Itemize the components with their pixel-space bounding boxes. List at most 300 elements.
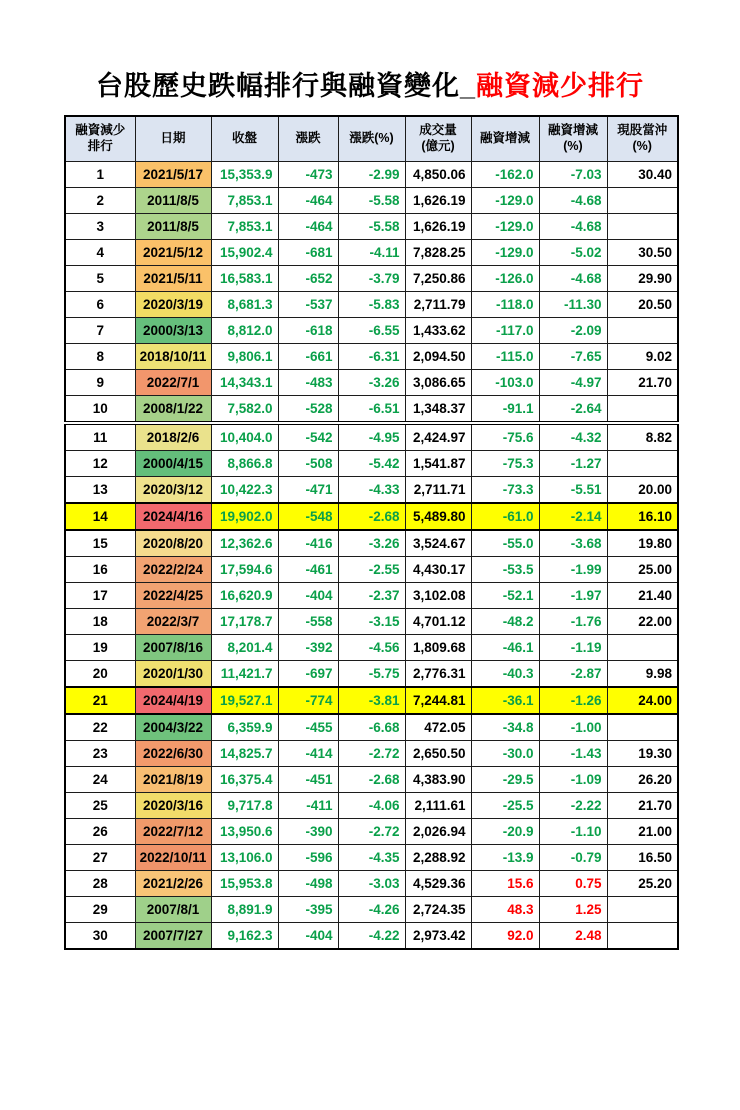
table-row [65,635,678,661]
change-cell: -537 [278,292,338,318]
table-row [65,423,678,451]
change-pct-cell: -5.58 [338,214,405,240]
close-cell: 15,353.9 [211,162,278,188]
date-cell: 2004/3/22 [135,714,211,741]
daytrade-cell: 19.30 [607,741,678,767]
date-cell: 2022/3/7 [135,609,211,635]
page-title-accent: 融資減少排行 [476,71,644,101]
change-cell: -455 [278,714,338,741]
table-row [65,530,678,557]
margin-change-pct-cell: -1.97 [539,583,607,609]
daytrade-cell: 9.98 [607,661,678,688]
margin-change-cell: -40.3 [471,661,539,688]
change-pct-cell: -4.06 [338,793,405,819]
change-cell: -404 [278,923,338,950]
daytrade-cell [607,214,678,240]
change-cell: -774 [278,687,338,714]
change-cell: -416 [278,530,338,557]
change-pct-cell: -2.68 [338,767,405,793]
close-cell: 8,866.8 [211,451,278,477]
change-cell: -681 [278,240,338,266]
change-cell: -392 [278,635,338,661]
margin-change-pct-cell: -4.68 [539,214,607,240]
daytrade-cell [607,635,678,661]
date-cell: 2024/4/16 [135,503,211,530]
change-cell: -471 [278,477,338,504]
close-cell: 17,594.6 [211,557,278,583]
margin-change-pct-cell: -4.32 [539,423,607,451]
rank-cell: 15 [65,530,135,557]
daytrade-cell: 9.02 [607,344,678,370]
date-cell: 2020/3/12 [135,477,211,504]
rank-cell: 1 [65,162,135,188]
margin-change-pct-cell: 0.75 [539,871,607,897]
change-pct-cell: -4.56 [338,635,405,661]
volume-cell: 2,111.61 [405,793,471,819]
margin-change-cell: -126.0 [471,266,539,292]
date-cell: 2008/1/22 [135,396,211,424]
rank-cell: 17 [65,583,135,609]
rank-cell: 10 [65,396,135,424]
margin-change-cell: -129.0 [471,188,539,214]
close-cell: 10,422.3 [211,477,278,504]
margin-change-cell: -20.9 [471,819,539,845]
table-row [65,240,678,266]
change-pct-cell: -3.81 [338,687,405,714]
close-cell: 6,359.9 [211,714,278,741]
daytrade-cell: 21.70 [607,793,678,819]
change-cell: -548 [278,503,338,530]
table-row [65,451,678,477]
date-cell: 2024/4/19 [135,687,211,714]
date-cell: 2021/5/12 [135,240,211,266]
margin-change-cell: -118.0 [471,292,539,318]
header-row [65,116,678,162]
col-header-margin-change-pct: 融資增減 (%) [539,116,607,162]
date-cell: 2021/2/26 [135,871,211,897]
margin-change-pct-cell: -2.09 [539,318,607,344]
close-cell: 13,106.0 [211,845,278,871]
margin-change-pct-cell: -0.79 [539,845,607,871]
date-cell: 2018/2/6 [135,423,211,451]
margin-change-pct-cell: -2.64 [539,396,607,424]
change-pct-cell: -6.31 [338,344,405,370]
margin-change-pct-cell: -5.02 [539,240,607,266]
margin-change-pct-cell: 1.25 [539,897,607,923]
margin-change-pct-cell: -1.27 [539,451,607,477]
table-row [65,503,678,530]
change-cell: -464 [278,214,338,240]
close-cell: 8,891.9 [211,897,278,923]
change-cell: -661 [278,344,338,370]
change-cell: -411 [278,793,338,819]
rank-cell: 4 [65,240,135,266]
margin-change-cell: -162.0 [471,162,539,188]
volume-cell: 1,541.87 [405,451,471,477]
change-cell: -390 [278,819,338,845]
change-pct-cell: -4.11 [338,240,405,266]
close-cell: 17,178.7 [211,609,278,635]
margin-change-pct-cell: -1.43 [539,741,607,767]
change-pct-cell: -6.51 [338,396,405,424]
margin-change-pct-cell: -4.97 [539,370,607,396]
margin-change-cell: -75.6 [471,423,539,451]
margin-change-cell: -75.3 [471,451,539,477]
date-cell: 2022/4/25 [135,583,211,609]
close-cell: 19,902.0 [211,503,278,530]
date-cell: 2022/6/30 [135,741,211,767]
margin-change-cell: -129.0 [471,240,539,266]
col-header-daytrade-pct: 現股當沖 (%) [607,116,678,162]
margin-change-pct-cell: -3.68 [539,530,607,557]
rank-cell: 6 [65,292,135,318]
margin-change-pct-cell: -1.26 [539,687,607,714]
daytrade-cell [607,923,678,950]
volume-cell: 1,809.68 [405,635,471,661]
table-row [65,714,678,741]
volume-cell: 2,026.94 [405,819,471,845]
table-row [65,370,678,396]
date-cell: 2020/3/16 [135,793,211,819]
page-title-main: 台股歷史跌幅排行與融資變化_ [95,71,476,101]
close-cell: 16,583.1 [211,266,278,292]
date-cell: 2000/4/15 [135,451,211,477]
change-cell: -404 [278,583,338,609]
rank-cell: 19 [65,635,135,661]
close-cell: 13,950.6 [211,819,278,845]
close-cell: 7,853.1 [211,188,278,214]
change-cell: -558 [278,609,338,635]
margin-change-cell: 48.3 [471,897,539,923]
daytrade-cell: 26.20 [607,767,678,793]
change-pct-cell: -3.79 [338,266,405,292]
change-cell: -697 [278,661,338,688]
close-cell: 9,717.8 [211,793,278,819]
date-cell: 2007/8/1 [135,897,211,923]
table-row [65,583,678,609]
margin-change-cell: -117.0 [471,318,539,344]
margin-change-cell: -48.2 [471,609,539,635]
margin-change-pct-cell: -4.68 [539,266,607,292]
margin-change-pct-cell: -11.30 [539,292,607,318]
change-pct-cell: -3.15 [338,609,405,635]
rank-cell: 7 [65,318,135,344]
margin-change-pct-cell: -7.65 [539,344,607,370]
margin-change-pct-cell: -7.03 [539,162,607,188]
date-cell: 2020/8/20 [135,530,211,557]
change-pct-cell: -6.68 [338,714,405,741]
daytrade-cell: 21.70 [607,370,678,396]
col-header-margin-change: 融資增減 [471,116,539,162]
date-cell: 2022/7/12 [135,819,211,845]
rank-cell: 18 [65,609,135,635]
col-header-rank: 融資減少 排行 [65,116,135,162]
margin-change-pct-cell: -2.87 [539,661,607,688]
change-cell: -542 [278,423,338,451]
rank-cell: 21 [65,687,135,714]
rank-cell: 3 [65,214,135,240]
close-cell: 10,404.0 [211,423,278,451]
rank-cell: 27 [65,845,135,871]
volume-cell: 2,094.50 [405,344,471,370]
change-pct-cell: -3.26 [338,370,405,396]
daytrade-cell: 21.40 [607,583,678,609]
change-pct-cell: -2.99 [338,162,405,188]
margin-change-pct-cell: -5.51 [539,477,607,504]
rank-cell: 5 [65,266,135,292]
close-cell: 11,421.7 [211,661,278,688]
change-cell: -528 [278,396,338,424]
table-row [65,845,678,871]
change-cell: -483 [278,370,338,396]
margin-change-cell: -61.0 [471,503,539,530]
daytrade-cell [607,714,678,741]
change-pct-cell: -2.72 [338,741,405,767]
table-row [65,162,678,188]
margin-change-pct-cell: -2.14 [539,503,607,530]
change-cell: -473 [278,162,338,188]
volume-cell: 7,250.86 [405,266,471,292]
volume-cell: 2,724.35 [405,897,471,923]
table-row [65,741,678,767]
volume-cell: 2,711.79 [405,292,471,318]
margin-change-cell: -13.9 [471,845,539,871]
table-row [65,661,678,688]
margin-change-cell: -25.5 [471,793,539,819]
change-cell: -395 [278,897,338,923]
table-row [65,923,678,950]
change-pct-cell: -3.26 [338,530,405,557]
daytrade-cell [607,451,678,477]
date-cell: 2011/8/5 [135,188,211,214]
close-cell: 7,853.1 [211,214,278,240]
change-cell: -414 [278,741,338,767]
change-cell: -652 [278,266,338,292]
close-cell: 15,953.8 [211,871,278,897]
volume-cell: 7,828.25 [405,240,471,266]
close-cell: 8,812.0 [211,318,278,344]
volume-cell: 3,086.65 [405,370,471,396]
margin-change-pct-cell: -1.19 [539,635,607,661]
rank-cell: 2 [65,188,135,214]
margin-change-cell: 15.6 [471,871,539,897]
rank-cell: 24 [65,767,135,793]
change-pct-cell: -5.83 [338,292,405,318]
date-cell: 2020/1/30 [135,661,211,688]
rank-cell: 20 [65,661,135,688]
margin-change-pct-cell: -1.09 [539,767,607,793]
col-header-change-pct: 漲跌(%) [338,116,405,162]
date-cell: 2022/2/24 [135,557,211,583]
close-cell: 8,681.3 [211,292,278,318]
volume-cell: 1,348.37 [405,396,471,424]
table-row [65,396,678,424]
table-row [65,871,678,897]
rank-cell: 29 [65,897,135,923]
change-pct-cell: -4.35 [338,845,405,871]
margin-change-cell: -115.0 [471,344,539,370]
close-cell: 15,902.4 [211,240,278,266]
change-pct-cell: -3.03 [338,871,405,897]
date-cell: 2000/3/13 [135,318,211,344]
margin-change-pct-cell: -1.10 [539,819,607,845]
volume-cell: 1,433.62 [405,318,471,344]
margin-change-pct-cell: -1.00 [539,714,607,741]
volume-cell: 3,102.08 [405,583,471,609]
change-pct-cell: -4.22 [338,923,405,950]
close-cell: 14,825.7 [211,741,278,767]
change-cell: -618 [278,318,338,344]
close-cell: 19,527.1 [211,687,278,714]
volume-cell: 1,626.19 [405,214,471,240]
volume-cell: 472.05 [405,714,471,741]
margin-change-pct-cell: -4.68 [539,188,607,214]
margin-change-cell: -73.3 [471,477,539,504]
volume-cell: 2,650.50 [405,741,471,767]
daytrade-cell: 30.50 [607,240,678,266]
date-cell: 2011/8/5 [135,214,211,240]
close-cell: 16,375.4 [211,767,278,793]
volume-cell: 4,383.90 [405,767,471,793]
margin-change-cell: -46.1 [471,635,539,661]
table-row [65,687,678,714]
page-title [0,64,740,103]
margin-change-cell: -91.1 [471,396,539,424]
rank-cell: 28 [65,871,135,897]
date-cell: 2022/7/1 [135,370,211,396]
volume-cell: 1,626.19 [405,188,471,214]
change-cell: -451 [278,767,338,793]
table-row [65,767,678,793]
change-pct-cell: -6.55 [338,318,405,344]
volume-cell: 4,850.06 [405,162,471,188]
daytrade-cell: 25.00 [607,557,678,583]
margin-change-cell: -34.8 [471,714,539,741]
change-pct-cell: -2.72 [338,819,405,845]
daytrade-cell: 8.82 [607,423,678,451]
change-pct-cell: -2.37 [338,583,405,609]
change-pct-cell: -4.95 [338,423,405,451]
margin-change-pct-cell: 2.48 [539,923,607,950]
change-cell: -461 [278,557,338,583]
rank-cell: 16 [65,557,135,583]
col-header-close: 收盤 [211,116,278,162]
col-header-volume: 成交量 (億元) [405,116,471,162]
margin-change-pct-cell: -1.99 [539,557,607,583]
date-cell: 2021/8/19 [135,767,211,793]
volume-cell: 2,711.71 [405,477,471,504]
volume-cell: 2,973.42 [405,923,471,950]
close-cell: 16,620.9 [211,583,278,609]
close-cell: 12,362.6 [211,530,278,557]
margin-change-pct-cell: -2.22 [539,793,607,819]
volume-cell: 7,244.81 [405,687,471,714]
table-row [65,188,678,214]
daytrade-cell [607,188,678,214]
table-row [65,318,678,344]
daytrade-cell: 25.20 [607,871,678,897]
table-row [65,477,678,504]
close-cell: 8,201.4 [211,635,278,661]
margin-change-cell: -55.0 [471,530,539,557]
table-row [65,292,678,318]
daytrade-cell: 29.90 [607,266,678,292]
date-cell: 2007/8/16 [135,635,211,661]
volume-cell: 2,776.31 [405,661,471,688]
daytrade-cell [607,396,678,424]
margin-change-cell: 92.0 [471,923,539,950]
volume-cell: 4,701.12 [405,609,471,635]
daytrade-cell: 22.00 [607,609,678,635]
close-cell: 7,582.0 [211,396,278,424]
margin-change-cell: -129.0 [471,214,539,240]
rank-cell: 25 [65,793,135,819]
margin-change-cell: -52.1 [471,583,539,609]
col-header-date: 日期 [135,116,211,162]
table-row [65,214,678,240]
margin-change-cell: -103.0 [471,370,539,396]
daytrade-cell [607,897,678,923]
rank-cell: 30 [65,923,135,950]
close-cell: 9,806.1 [211,344,278,370]
margin-change-cell: -36.1 [471,687,539,714]
daytrade-cell: 16.50 [607,845,678,871]
change-cell: -596 [278,845,338,871]
change-cell: -464 [278,188,338,214]
daytrade-cell: 19.80 [607,530,678,557]
change-cell: -508 [278,451,338,477]
rank-cell: 23 [65,741,135,767]
table-row [65,344,678,370]
daytrade-cell: 24.00 [607,687,678,714]
change-pct-cell: -5.75 [338,661,405,688]
date-cell: 2007/7/27 [135,923,211,950]
margin-change-cell: -29.5 [471,767,539,793]
change-pct-cell: -5.58 [338,188,405,214]
change-pct-cell: -4.26 [338,897,405,923]
date-cell: 2020/3/19 [135,292,211,318]
table-row [65,266,678,292]
change-pct-cell: -2.68 [338,503,405,530]
margin-decrease-ranking-table [64,115,679,950]
rank-cell: 14 [65,503,135,530]
close-cell: 9,162.3 [211,923,278,950]
date-cell: 2021/5/11 [135,266,211,292]
margin-change-cell: -53.5 [471,557,539,583]
volume-cell: 4,529.36 [405,871,471,897]
close-cell: 14,343.1 [211,370,278,396]
col-header-change: 漲跌 [278,116,338,162]
table-row [65,793,678,819]
margin-change-cell: -30.0 [471,741,539,767]
rank-cell: 26 [65,819,135,845]
daytrade-cell: 21.00 [607,819,678,845]
date-cell: 2022/10/11 [135,845,211,871]
rank-cell: 12 [65,451,135,477]
table-row [65,609,678,635]
table-row [65,819,678,845]
table-row [65,897,678,923]
rank-cell: 11 [65,423,135,451]
table-row [65,557,678,583]
daytrade-cell [607,318,678,344]
volume-cell: 3,524.67 [405,530,471,557]
change-pct-cell: -5.42 [338,451,405,477]
table-body [65,162,678,950]
rank-cell: 22 [65,714,135,741]
daytrade-cell: 20.00 [607,477,678,504]
change-pct-cell: -2.55 [338,557,405,583]
